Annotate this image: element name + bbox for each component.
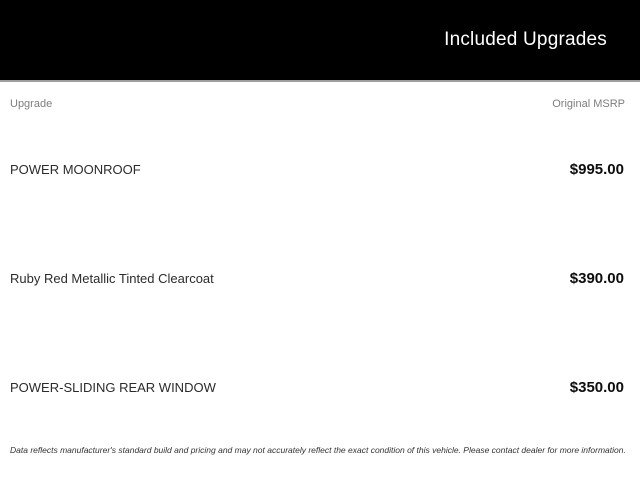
table-row: [0, 224, 640, 333]
upgrade-name: Ruby Red Metallic Tinted Clearcoat: [10, 271, 214, 286]
table-column-headers: [0, 82, 640, 111]
table-row: [0, 115, 640, 224]
upgrade-name: POWER-SLIDING REAR WINDOW: [10, 380, 216, 395]
column-header-original-msrp: Original MSRP: [552, 98, 625, 110]
upgrades-table: [0, 115, 640, 442]
upgrade-msrp: $390.00: [569, 270, 624, 287]
page-title: Included Upgrades: [444, 29, 607, 50]
disclaimer-text: Data reflects manufacturer's standard build and pricing and may not accurately reflect the exact condition of this vehicle. Please contact dealer for more information.: [10, 445, 626, 455]
header-bar: [0, 0, 640, 82]
column-header-upgrade: Upgrade: [10, 98, 53, 110]
upgrade-msrp: $995.00: [569, 161, 624, 178]
upgrade-msrp: $350.00: [569, 379, 624, 396]
upgrade-name: POWER MOONROOF: [10, 162, 141, 177]
table-row: [0, 333, 640, 442]
